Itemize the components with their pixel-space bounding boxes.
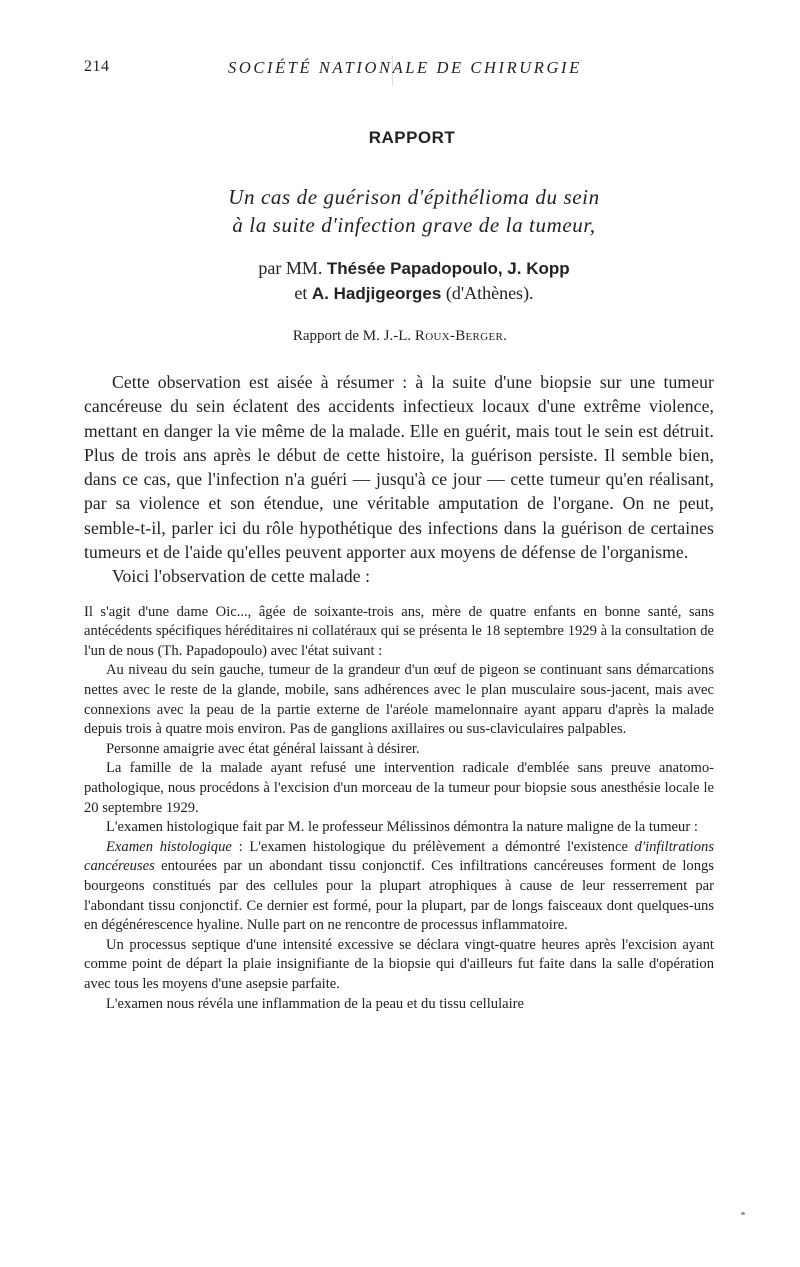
page-number: 214 <box>84 58 110 75</box>
author-names-2: A. Hadjigeorges <box>311 284 442 303</box>
observation-paragraph: Personne amaigrie avec état général laissant à désirer. <box>106 740 420 757</box>
observation-paragraph: Un processus septique d'une intensité excessive se déclara vingt-quatre heures après l'excision ayant comme point de départ la plaie insignifiante de la biopsie qui d'ailleurs fut faite dans la salle d'opération avec tous les moyens d'une asepsie parfaite. <box>84 936 714 992</box>
running-header <box>84 58 784 82</box>
intro-paragraph: Cette observation est aisée à résumer : à la suite d'une biopsie sur une tumeur cancéreuse du sein éclatent des accidents infectieux locaux d'une extrême violence, mettant en danger la vie même de la malade. Elle en guérit, mais tout le sein est détruit. Plus de trois ans après le début de cette histoire, la guérison persiste. Il semble bien, dans ce cas, que l'infection n'a guéri — jusqu'à ce jour — cette tumeur qu'en réalisant, par sa violence et son étendue, une véritable amputation de l'organe. On ne peut, semble-t-il, parler ici du rôle hypothétique des infections dans la guérison de certaines tumeurs et de l'aide qu'elles peuvent apporter aux moyens de défense de l'organisme. <box>84 372 714 563</box>
observation-paragraph: La famille de la malade ayant refusé une intervention radicale d'emblée sans preuve anatomo-pathologique, nous procédons à l'excision d'un morceau de la tumeur pour biopsie sous anesthésie locale le 20 septembre 1929. <box>84 760 714 816</box>
histology-text-a: : L'examen histologique du prélèvement a démontré l'existence <box>231 838 635 855</box>
reporter-prefix: Rapport de M. J.-L. <box>292 328 412 344</box>
histology-label: Examen histologique <box>106 838 232 855</box>
article-title <box>0 183 800 239</box>
histology-text-b: entourées par un abondant tissu conjonctif. Ces infiltrations cancéreuses forment de longs bourgeons constitués par des cellules pour la plupart atrophiques à cause de leur resserrement par l'abondant tissu conjonctif. Ce dernier est formé, pour la plupart, par de longs faisceaux dont quelques-uns en dégénérescence hyaline. Nulle part on ne rencontre de processus inflammatoire. <box>84 858 714 934</box>
scan-dust-mark <box>741 1212 745 1215</box>
authors-affiliation: (d'Athènes). <box>445 283 534 303</box>
histology-paragraph <box>84 838 714 936</box>
body-text <box>84 370 714 1014</box>
section-heading <box>0 128 800 148</box>
intro-paragraph: Voici l'observation de cette malade : <box>112 566 371 587</box>
authors-line-2 <box>28 281 800 306</box>
authors-line-1 <box>28 256 800 281</box>
title-line-1: Un cas de guérison d'épithélioma du sein <box>228 185 600 209</box>
histology-italic: d'infiltrations cancéreuses <box>84 838 715 875</box>
reporter-name: Roux-Berger. <box>414 328 508 344</box>
author-names-1: Thésée Papadopoulo, J. Kopp <box>326 259 570 278</box>
title-line-2: à la suite d'infection grave de la tumeur, <box>232 213 596 237</box>
observation-paragraph: Il s'agit d'une dame Oic..., âgée de soixante-trois ans, mère de quatre enfants en bonne santé, sans antécédents spécifiques héréditaires ni collatéraux qui se présenta le 18 septembre 1929 à la consultation de l'un de nous (Th. Papadopoulo) avec l'état suivant : <box>84 603 714 659</box>
authors-prefix: par MM. <box>258 258 323 278</box>
authors-conjunction: et <box>294 283 308 303</box>
observation-paragraph: L'examen nous révéla une inflammation de la peau et du tissu cellulaire <box>106 995 524 1012</box>
observation-paragraph: L'examen histologique fait par M. le professeur Mélissinos démontra la nature maligne de la tumeur : <box>106 819 698 836</box>
reporter-line <box>0 328 800 345</box>
rapport-label: RAPPORT <box>368 128 456 147</box>
observation <box>84 603 714 1014</box>
observation-paragraph: Au niveau du sein gauche, tumeur de la grandeur d'un œuf de pigeon se continuant sans démarcations nettes avec le reste de la glande, mobile, sans adhérences avec le plan musculaire sous-jacent, mais avec connexions avec la peau de la partie externe de l'aréole mamelonnaire ayant apparu d'après la malade depuis trois à quatre mois environ. Pas de ganglions axillaires ou sus-claviculaires palpables. <box>84 662 714 738</box>
journal-title: SOCIÉTÉ NATIONALE DE CHIRURGIE <box>228 58 582 77</box>
authors <box>0 256 800 306</box>
